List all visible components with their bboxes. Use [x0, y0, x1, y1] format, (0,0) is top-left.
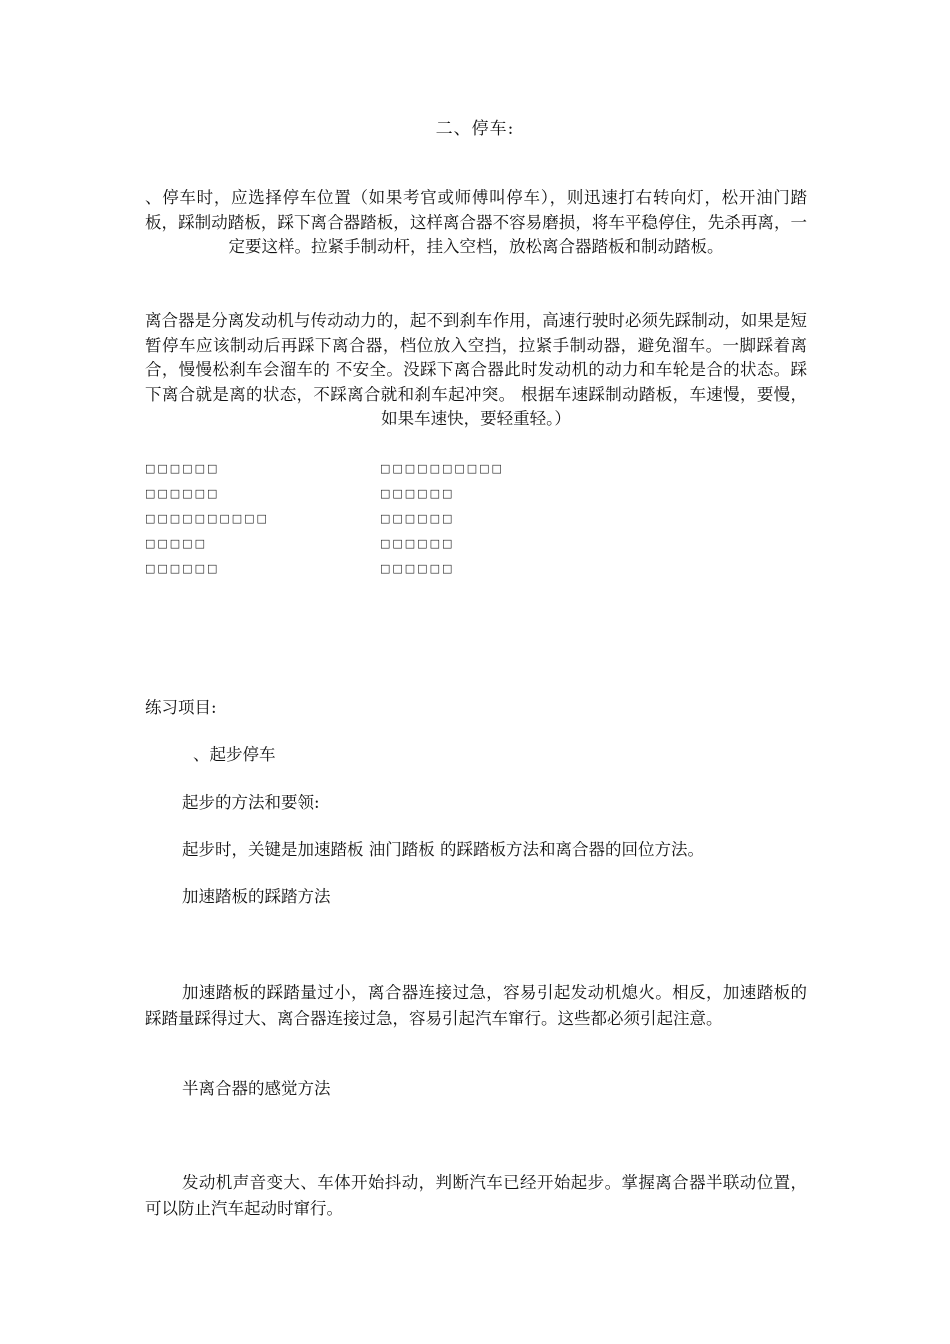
parking-paragraph: 、停车时，应选择停车位置（如果考官或师傅叫停车），则迅速打右转向灯，松开油门踏板，踩制动踏板，踩下离合器踏板，这样离合器不容易磨损，将车平稳停住，先杀再离，一定要这样。拉紧手制动杆，挂入空档，放松离合器踏板和制动踏板。	[145, 188, 807, 256]
glyph-cell: □□□□□	[145, 537, 207, 550]
practice-label: 练习项目:	[145, 698, 217, 717]
glyph-table-col2	[380, 456, 504, 581]
glyph-cell: □□□□□□	[380, 487, 455, 500]
glyph-cell: □□□□□□	[145, 562, 220, 575]
accel-heading: 加速踏板的踩踏方法	[182, 887, 331, 906]
glyph-cell: □□□□□□	[380, 537, 455, 550]
clutch-text: 发动机声音变大、车体开始抖动，判断汽车已经开始起步。掌握离合器半联动位置，可以防止汽车起动时窜行。	[145, 1173, 807, 1218]
clutch-heading: 半离合器的感觉方法	[182, 1079, 331, 1098]
section-title: 二、停车:	[435, 119, 515, 139]
glyph-table-col1	[145, 456, 269, 581]
glyph-cell: □□□□□□	[380, 562, 455, 575]
glyph-cell: □□□□□□□□□□	[145, 512, 269, 525]
accel-text: 加速踏板的踩踏量过小，离合器连接过急，容易引起发动机熄火。相反，加速踏板的踩踏量踩得过大、离合器连接过急，容易引起汽车窜行。这些都必须引起注意。	[145, 983, 807, 1028]
method-intro: 起步时，关键是加速踏板 油门踏板 的踩踏板方法和离合器的回位方法。	[182, 840, 704, 859]
glyph-cell: □□□□□□	[145, 487, 220, 500]
method-heading: 起步的方法和要领:	[182, 793, 320, 812]
glyph-cell: □□□□□□	[380, 512, 455, 525]
sub-heading-start: 、起步停车	[193, 745, 276, 764]
glyph-cell: □□□□□□	[145, 462, 220, 475]
glyph-cell: □□□□□□□□□□	[380, 462, 504, 475]
clutch-explanation-paragraph: 离合器是分离发动机与传动动力的，起不到刹车作用，高速行驶时必须先踩制动，如果是短暂停车应该制动后再踩下离合器，档位放入空挡，拉紧手制动器，避免溜车。一脚踩着离合，慢慢松刹车会溜车的 不安全。没踩下离合器此时发动机的动力和车轮是合的状态。踩下离合就是离的状态，不踩离合就和刹车起冲突。 根据车速踩制动踏板，车速慢，要慢，如果车速快，要轻重轻。）	[145, 311, 807, 428]
